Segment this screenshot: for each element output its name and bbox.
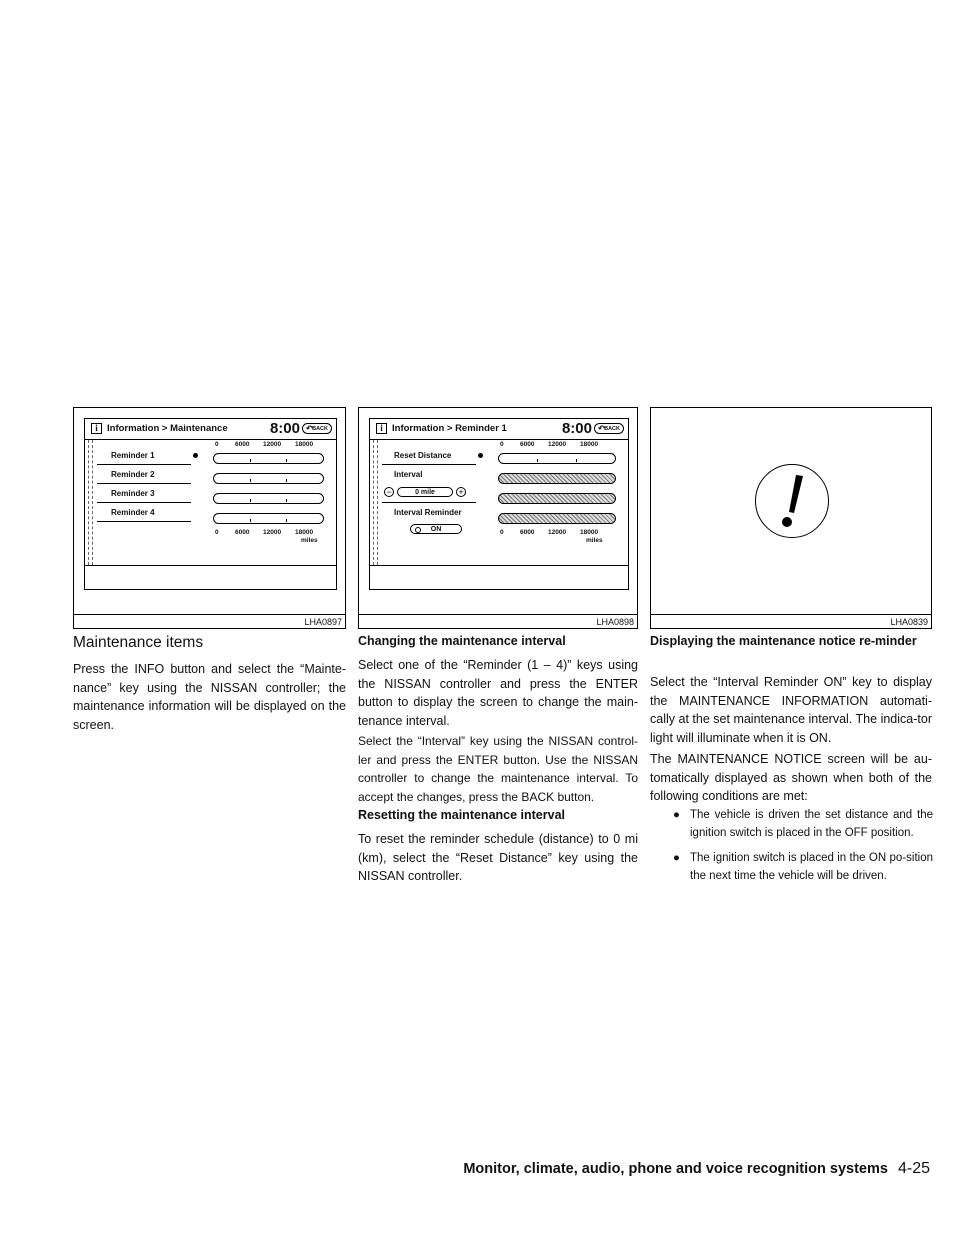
divider: [88, 440, 89, 565]
reset-distance-item[interactable]: Reset Distance: [382, 447, 476, 465]
back-button[interactable]: [302, 423, 332, 434]
back-label: BACK: [604, 426, 620, 432]
tick-label: 0: [500, 441, 504, 448]
reminder-2-item[interactable]: Reminder 2: [97, 466, 191, 484]
bullet-icon: ●: [673, 809, 680, 821]
subheading: Changing the maintenance interval: [358, 634, 566, 648]
divider: [382, 502, 476, 503]
bullet-icon: ●: [673, 852, 680, 864]
list-item-text: The ignition switch is placed in the ON po-sition the next time the vehicle will be driven.: [690, 852, 933, 882]
figure-code: LHA0898: [596, 617, 634, 627]
paragraph: Select the “Interval” key using the NISSAN control-ler and press the ENTER button. Use the NISSAN controller to change the maintenance interval. To accept the changes, press the BACK button.: [358, 734, 638, 804]
tick-label: 18000: [295, 529, 314, 536]
paragraph: Select one of the “Reminder (1 – 4)” keys using the NISSAN controller and press the ENTER button to display the screen to change the main-tenance interval.: [358, 658, 638, 728]
info-icon: i: [376, 423, 387, 434]
reminder-3-item[interactable]: Reminder 3: [97, 485, 191, 503]
tick-label: 0: [215, 529, 219, 536]
tick-label: 12000: [263, 441, 282, 448]
divider: [74, 614, 345, 615]
figure-warning-symbol: [650, 407, 932, 629]
info-icon: i: [91, 423, 102, 434]
header-title: Information > Reminder 1: [392, 423, 507, 434]
toggle-value: ON: [430, 526, 442, 533]
tick-label: 12000: [263, 529, 282, 536]
minus-icon[interactable]: −: [384, 487, 394, 497]
figure-code: LHA0839: [890, 617, 928, 627]
reminder-2-progress: [213, 473, 324, 484]
divider: [373, 440, 374, 565]
disabled-progress: [498, 513, 616, 524]
cursor-dot-icon: [193, 453, 198, 458]
tick-label: 18000: [580, 529, 599, 536]
figure-maintenance-screen: [73, 407, 346, 629]
list-item-text: The vehicle is driven the set distance and the ignition switch is placed in the OFF position.: [690, 809, 933, 839]
disabled-progress: [498, 493, 616, 504]
interval-reminder-item[interactable]: Interval Reminder: [394, 508, 462, 517]
unit-label: miles: [586, 537, 603, 544]
paragraph: The MAINTENANCE NOTICE screen will be au-tomatically displayed as shown when both of the following conditions are met:: [650, 752, 932, 803]
clock: 8:00: [561, 420, 592, 437]
list-item: [673, 806, 933, 842]
back-arrow-icon: ↶: [598, 424, 605, 433]
sidebar: [85, 440, 200, 565]
tick-label: 18000: [295, 441, 314, 448]
divider: [85, 565, 336, 566]
page-number: 4-25: [897, 1160, 930, 1177]
display-screen: [369, 418, 629, 590]
paragraph: To reset the reminder schedule (distance) to 0 mi (km), select the “Reset Distance” key using the NISSAN controller.: [358, 832, 638, 883]
divider: [359, 614, 637, 615]
reminder-4-item[interactable]: Reminder 4: [97, 504, 191, 522]
disabled-progress: [498, 473, 616, 484]
figure-reminder-screen: [358, 407, 638, 629]
sidebar: [370, 440, 485, 565]
radio-icon: [415, 527, 421, 533]
list-item: [673, 849, 933, 885]
tick-label: 6000: [520, 529, 535, 536]
unit-label: miles: [301, 537, 318, 544]
paragraph: Select the “Interval Reminder ON” key to display the MAINTENANCE INFORMATION automati-cally at the set maintenance interval. The indica-tor light will illuminate when it is ON.: [650, 675, 932, 745]
clock: 8:00: [269, 420, 300, 437]
back-button[interactable]: [594, 423, 624, 434]
cursor-dot-icon: [478, 453, 483, 458]
plus-icon[interactable]: +: [456, 487, 466, 497]
reminder-1-item[interactable]: Reminder 1: [97, 447, 191, 465]
tick-label: 6000: [520, 441, 535, 448]
tick-label: 6000: [235, 441, 250, 448]
divider: [651, 614, 931, 615]
distance-progress: [498, 453, 616, 464]
reminder-1-progress: [213, 453, 324, 464]
header-title: Information > Maintenance: [107, 423, 228, 434]
display-screen: [84, 418, 337, 590]
reminder-3-progress: [213, 493, 324, 504]
tick-label: 12000: [548, 529, 567, 536]
screen-header: [85, 419, 336, 440]
reminder-4-progress: [213, 513, 324, 524]
section-heading: Maintenance items: [73, 634, 204, 651]
figure-code: LHA0897: [304, 617, 342, 627]
interval-reminder-toggle[interactable]: [410, 524, 462, 534]
subheading: Displaying the maintenance notice re-minder: [650, 634, 917, 648]
screen-header: [370, 419, 628, 440]
tick-label: 18000: [580, 441, 599, 448]
back-arrow-icon: ↶: [306, 424, 313, 433]
divider: [92, 440, 93, 565]
subheading: Resetting the maintenance interval: [358, 808, 566, 822]
page-footer: [463, 1160, 930, 1178]
footer-section-title: Monitor, climate, audio, phone and voice recognition systems: [463, 1161, 888, 1177]
interval-value: 0 mile: [397, 487, 453, 497]
tick-label: 6000: [235, 529, 250, 536]
tick-label: 0: [215, 441, 219, 448]
back-label: BACK: [312, 426, 328, 432]
warning-icon: [755, 464, 829, 538]
divider: [370, 565, 628, 566]
interval-item[interactable]: Interval: [394, 470, 423, 479]
tick-label: 12000: [548, 441, 567, 448]
divider: [377, 440, 378, 565]
tick-label: 0: [500, 529, 504, 536]
exclamation-icon: [756, 465, 828, 537]
paragraph: Press the INFO button and select the “Mainte-nance” key using the NISSAN controller; the maintenance information will be displayed on the screen.: [73, 662, 346, 732]
